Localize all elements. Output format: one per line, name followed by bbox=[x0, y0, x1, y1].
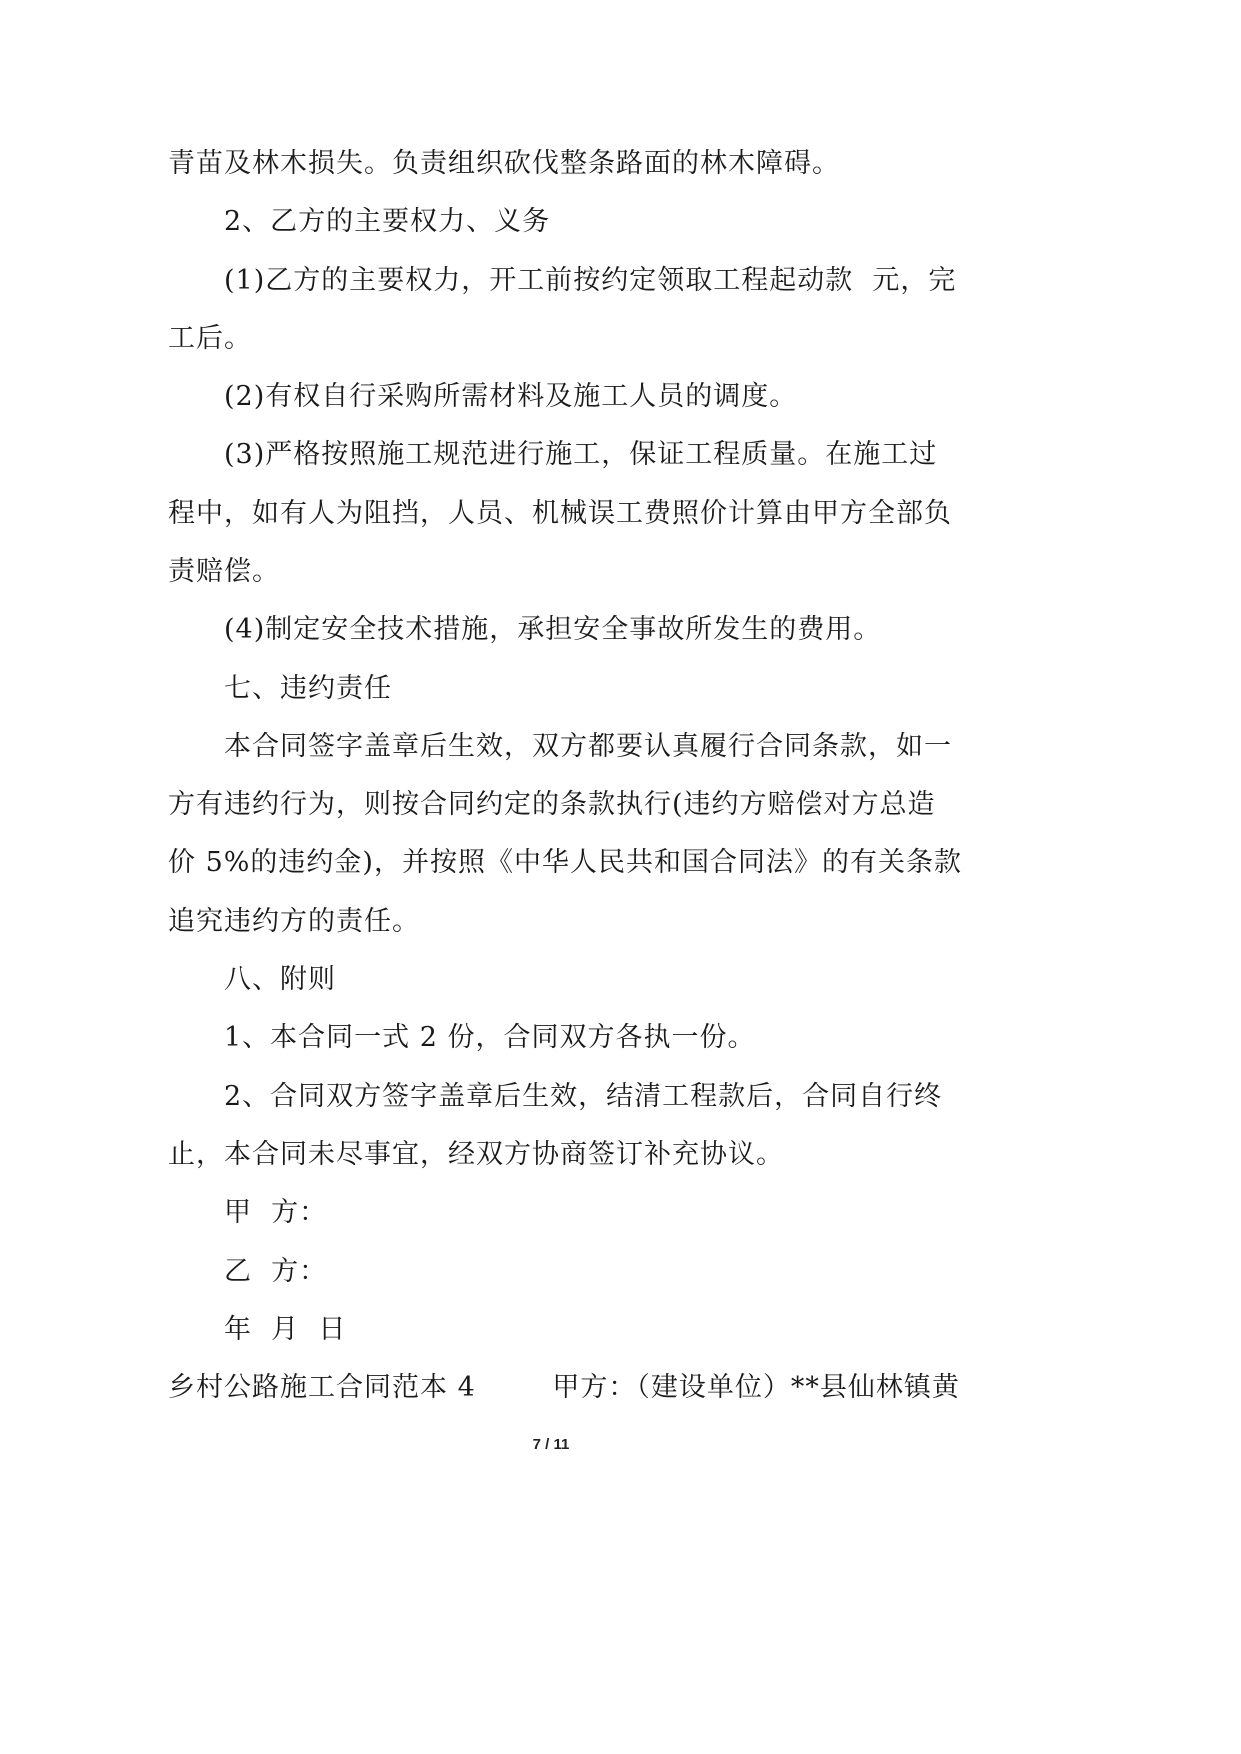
text-line: 方有违约行为，则按合同约定的条款执行(违约方赔偿对方总造 bbox=[168, 789, 936, 820]
text-line: 1、本合同一式 2 份，合同双方各执一份。 bbox=[224, 1022, 756, 1053]
text-line: 止，本合同未尽事宜，经双方协商签订补充协议。 bbox=[168, 1139, 784, 1170]
text-line: 青苗及林木损失。负责组织砍伐整条路面的林木障碍。 bbox=[168, 148, 840, 179]
text-line: 程中，如有人为阻挡，人员、机械误工费照价计算由甲方全部负 bbox=[168, 498, 952, 529]
section-heading: 七、违约责任 bbox=[224, 673, 392, 704]
section-heading: 八、附则 bbox=[224, 964, 336, 995]
text-line: 追究违约方的责任。 bbox=[168, 906, 420, 937]
signature-party-b: 乙 方： bbox=[224, 1256, 328, 1287]
text-line: 2、合同双方签字盖章后生效，结清工程款后，合同自行终 bbox=[224, 1081, 943, 1112]
signature-party-a: 甲 方： bbox=[224, 1197, 328, 1228]
text-line: 责赔偿。 bbox=[168, 556, 280, 587]
text-line: 工后。 bbox=[168, 323, 252, 354]
page-number: 7 / 11 bbox=[532, 1436, 570, 1453]
text-line: 乡村公路施工合同范本 4 甲方：（建设单位）**县仙林镇黄 bbox=[168, 1372, 960, 1403]
text-line: (4)制定安全技术措施，承担安全事故所发生的费用。 bbox=[224, 614, 882, 645]
text-line: 价 5%的违约金)，并按照《中华人民共和国合同法》的有关条款 bbox=[168, 847, 962, 878]
signature-date: 年 月 日 bbox=[224, 1314, 347, 1345]
text-line: 本合同签字盖章后生效，双方都要认真履行合同条款，如一 bbox=[224, 731, 952, 762]
section-heading: 2、乙方的主要权力、义务 bbox=[224, 206, 551, 237]
text-line: (1)乙方的主要权力，开工前按约定领取工程起动款 元，完 bbox=[224, 265, 957, 296]
text-line: (3)严格按照施工规范进行施工，保证工程质量。在施工过 bbox=[224, 439, 938, 470]
text-line: (2)有权自行采购所需材料及施工人员的调度。 bbox=[224, 381, 798, 412]
